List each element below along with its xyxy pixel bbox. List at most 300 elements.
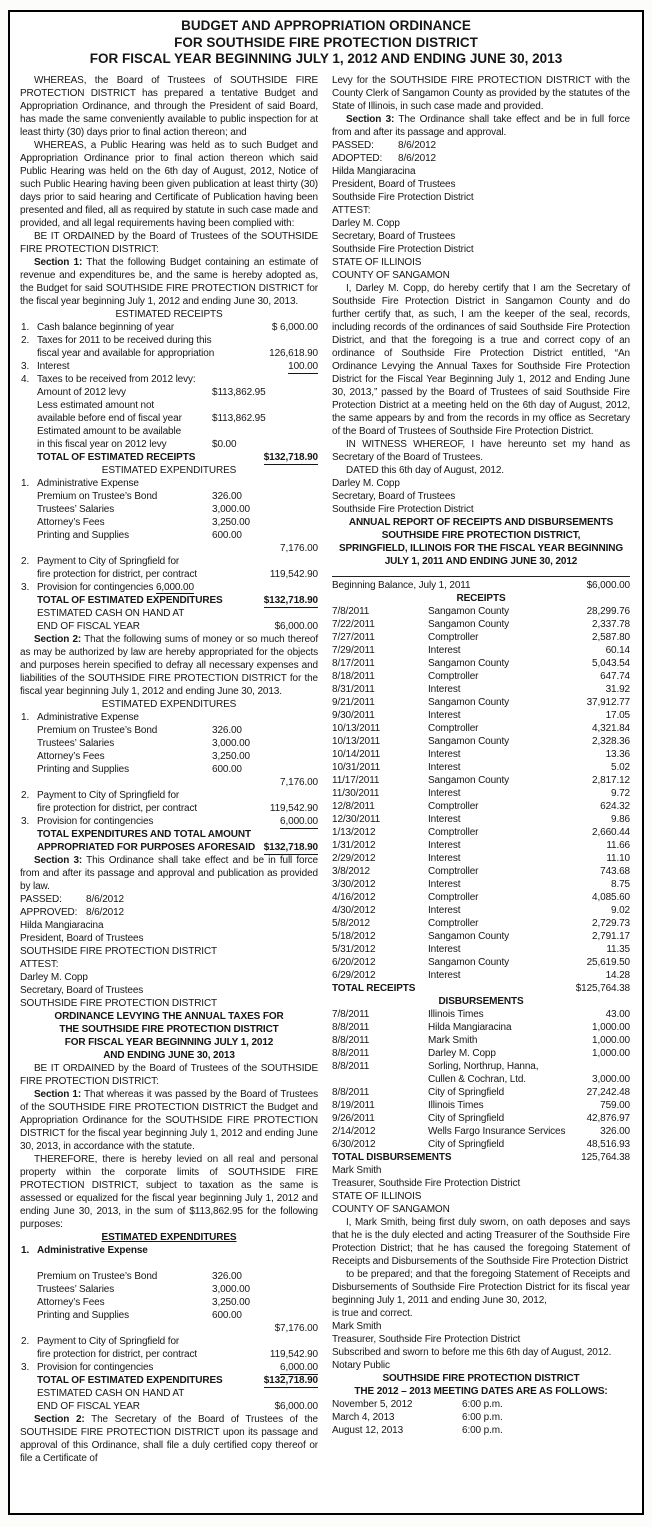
- line-label: Payment to City of Springfield for: [37, 1335, 180, 1347]
- line-amount-right: $132,718.90: [263, 1374, 318, 1386]
- section-2-lead: Section 2:: [34, 633, 82, 645]
- cell-payee: Interest: [428, 852, 461, 864]
- levy-section-1-text: That whereas it was passed by the Board of Trustees of the SOUTHSIDE FIRE PROTECTION DISTRICT the Budget and Appropriation Ordinance for the SOUTHSIDE FIRE PROTECTION DISTRICT for the fiscal year beginning July 1, 2012 and ending June 30, 2013, in accordance with the statute.: [20, 1088, 318, 1152]
- table-row: [332, 1060, 630, 1073]
- budget-line: [20, 1348, 318, 1361]
- estimated-receipts-heading: ESTIMATED RECEIPTS: [115, 308, 223, 320]
- cell-payee: City of Springfield: [428, 1138, 505, 1150]
- cell-payee: Interest: [428, 969, 461, 981]
- line-label: Payment to City of Springfield for: [37, 789, 180, 801]
- budget-line: [20, 1322, 318, 1335]
- signature-label: APPROVED:: [20, 906, 78, 918]
- cell-amount: 11.35: [606, 943, 630, 955]
- cell-date: 2/29/2012: [332, 852, 376, 864]
- budget-line: [20, 477, 318, 490]
- line-label: Taxes to be received from 2012 levy:: [37, 373, 196, 385]
- cell-date: 5/18/2012: [332, 930, 376, 942]
- total-disbursements-amount: 125,764.38: [581, 1151, 630, 1163]
- line-label: Trustees’ Salaries: [37, 503, 115, 515]
- line-label: END OF FISCAL YEAR: [37, 1400, 140, 1412]
- levy-section-2-text: The Secretary of the Board of Trustees of the SOUTHSIDE FIRE PROTECTION DISTRICT upon its passage and approval of this Ordinance, shall file a duly certified copy thereof or file a Certificate of: [20, 1413, 318, 1464]
- signature-line: ATTEST:: [332, 204, 371, 216]
- signature-line: Darley M. Copp: [20, 971, 88, 983]
- line-label: fiscal year and available for appropriation: [37, 347, 215, 359]
- levy-section-2-paragraph: [20, 1413, 318, 1465]
- levy-section-3-paragraph: [332, 113, 630, 139]
- cell-amount: 27,242.48: [586, 1086, 630, 1098]
- signature-label: PASSED:: [20, 893, 62, 905]
- table-row: [332, 1086, 630, 1099]
- line-label: Attorney’s Fees: [37, 750, 105, 762]
- cell-date: 3/8/2012: [332, 865, 370, 877]
- estimated-expenditures-list-1: [20, 477, 318, 633]
- cell-payee: City of Springfield: [428, 1086, 505, 1098]
- cell-date: 5/31/2012: [332, 943, 376, 955]
- table-row: [332, 722, 630, 735]
- signature-value: 8/6/2012: [86, 906, 124, 918]
- signature-line: [332, 152, 630, 165]
- section-2-text: That the following sums of money or so much thereof as may be authorized by law are hereby appropriated for the objects and purposes herein specified to defray all necessary expenses and liabilities of the SOUTHSIDE FIRE PROTECTION DISTRICT for the fiscal year beginning July 1, 2012 and ending June 30, 2013.: [20, 633, 319, 697]
- budget-line: [20, 503, 318, 516]
- cell-payee: City of Springfield: [428, 1112, 505, 1124]
- notice-frame: [8, 10, 644, 1515]
- cell-payee: Sangamon County: [428, 605, 510, 617]
- budget-line: [20, 412, 318, 425]
- cell-date: 8/8/2011: [332, 1034, 370, 1046]
- budget-line: [20, 841, 318, 854]
- line-amount-mid: 3,000.00: [212, 737, 250, 749]
- line-number: 3.: [21, 1361, 30, 1373]
- signature-value: 8/6/2012: [86, 893, 124, 905]
- table-row: [332, 904, 630, 917]
- meeting-row: [332, 1398, 630, 1411]
- line-amount-mid: 600.00: [212, 1309, 242, 1321]
- budget-line: [20, 776, 318, 789]
- cell-date: 8/19/2011: [332, 1099, 375, 1111]
- line-number: 3.: [21, 815, 30, 827]
- table-row: [332, 865, 630, 878]
- meeting-date: August 12, 2013: [332, 1424, 404, 1436]
- line-label: END OF FISCAL YEAR: [37, 620, 140, 632]
- signature-block-1: [20, 893, 318, 1010]
- cell-payee: Comptroller: [428, 865, 479, 877]
- budget-line: [20, 555, 318, 568]
- signature-line: Treasurer, Southside Fire Protection District: [332, 1177, 521, 1189]
- heading-line: THE SOUTHSIDE FIRE PROTECTION DISTRICT: [59, 1023, 279, 1035]
- cell-date: 1/13/2012: [332, 826, 376, 838]
- cell-amount: 17.05: [605, 709, 630, 721]
- line-amount-right: 119,542.90: [269, 568, 318, 580]
- section-1-lead: Section 1:: [34, 256, 83, 268]
- cell-date: 6/30/2012: [332, 1138, 376, 1150]
- secretary-certification-paragraph: I, Darley M. Copp, do hereby certify that I am the Secretary of Southside Fire Protection District in Sangamon County and do further certify that, as such, I am the keeper of the seal, records, including records of the ordinances of said Southside Fire Protection District, and that the foregoing is a true and correct copy of an ordinance of Southside Fire Protection District entitled, “An Ordinance Levying the Annual Taxes for Southside Fire Protection District for the Fiscal Year Beginning July 1, 2012 and Ending June 30, 2013,” passed by the Board of Trustees of said Southside Fire Protection District at a meeting held on the 6th day of August, 2012, the same appears by and from the records in my office as Secretary of the Board of Trustees of Southside Fire Protection District.: [332, 282, 630, 437]
- heading-line: SOUTHSIDE FIRE PROTECTION DISTRICT,: [381, 529, 581, 541]
- line-label: Provision for contingencies: [37, 815, 154, 827]
- table-row: [332, 657, 630, 670]
- table-row: [332, 1008, 630, 1021]
- cell-date: 6/29/2012: [332, 969, 376, 981]
- signature-line: Hilda Mangiaracina: [332, 165, 416, 177]
- cell-date: 10/13/2011: [332, 735, 381, 747]
- cell-payee: Interest: [428, 683, 461, 695]
- line-amount-right: 119,542.90: [269, 1348, 318, 1360]
- cell-payee: Sangamon County: [428, 735, 510, 747]
- heading-line: FOR FISCAL YEAR BEGINNING JULY 1, 2012: [64, 1036, 274, 1048]
- cell-payee: Interest: [428, 943, 461, 955]
- cell-amount: 1,000.00: [592, 1034, 630, 1046]
- table-row: [332, 1047, 630, 1060]
- line-label: Premium on Trustee’s Bond: [37, 724, 158, 736]
- signature-line: Darley M. Copp: [332, 217, 400, 229]
- line-label: Trustees’ Salaries: [37, 737, 115, 749]
- table-row: [332, 800, 630, 813]
- meeting-time: 6:00 p.m.: [462, 1424, 503, 1436]
- cell-payee: Hilda Mangiaracina: [428, 1021, 512, 1033]
- signature-line: Subscribed and sworn to before me this 6th day of August, 2012.: [332, 1346, 612, 1358]
- title-line-1: BUDGET AND APPROPRIATION ORDINANCE: [181, 18, 471, 33]
- line-amount-right: 6,000.00: [280, 815, 318, 827]
- annual-report-heading: [332, 516, 630, 568]
- cell-payee: Comptroller: [428, 891, 479, 903]
- line-label: Provision for contingencies: [37, 1361, 154, 1373]
- section-1-paragraph: [20, 256, 318, 308]
- cell-date: 8/8/2011: [332, 1047, 370, 1059]
- line-amount-mid: 3,000.00: [212, 1283, 250, 1295]
- cell-date: 8/31/2011: [332, 683, 375, 695]
- line-label: Cash balance beginning of year: [37, 321, 175, 333]
- signature-line: Notary Public: [332, 1359, 390, 1371]
- signature-value: 8/6/2012: [398, 152, 436, 164]
- cell-payee: Interest: [428, 761, 461, 773]
- signature-block-5: [332, 1320, 630, 1372]
- cell-payee: Cullen & Cochran, Ltd.: [428, 1073, 526, 1085]
- budget-line: [20, 1309, 318, 1322]
- cell-date: 9/26/2011: [332, 1112, 375, 1124]
- signature-block-3: [332, 477, 630, 516]
- line-label: Printing and Supplies: [37, 763, 129, 775]
- cell-payee: Illinois Times: [428, 1099, 484, 1111]
- line-label: APPROPRIATED FOR PURPOSES AFORESAID: [37, 841, 256, 853]
- cell-payee: Sangamon County: [428, 930, 510, 942]
- cell-date: 7/29/2011: [332, 644, 375, 656]
- table-row: [332, 748, 630, 761]
- signature-line: ATTEST:: [20, 958, 59, 970]
- budget-line: [20, 321, 318, 334]
- line-label: Payment to City of Springfield for: [37, 555, 180, 567]
- line-label: ESTIMATED CASH ON HAND AT: [37, 607, 185, 619]
- line-amount-right: $132,718.90: [263, 841, 318, 853]
- cell-date: 10/13/2011: [332, 722, 381, 734]
- cell-payee: Darley M. Copp: [428, 1047, 496, 1059]
- cell-payee: Interest: [428, 813, 461, 825]
- line-label: Attorney’s Fees: [37, 516, 105, 528]
- table-row: [332, 709, 630, 722]
- budget-line: [20, 529, 318, 542]
- cell-date: 10/14/2011: [332, 748, 381, 760]
- cell-amount: 2,328.36: [592, 735, 630, 747]
- budget-line: [20, 724, 318, 737]
- cell-amount: 4,085.60: [592, 891, 630, 903]
- line-label: Amount of 2012 levy: [37, 386, 126, 398]
- total-disbursements-row: [332, 1151, 630, 1164]
- cell-amount: 1,000.00: [592, 1021, 630, 1033]
- budget-line: [20, 1361, 318, 1374]
- budget-line: [20, 763, 318, 776]
- signature-line: Hilda Mangiaracina: [20, 919, 104, 931]
- title-line-2: FOR SOUTHSIDE FIRE PROTECTION DISTRICT: [174, 34, 478, 50]
- signature-value: 8/6/2012: [398, 139, 436, 151]
- line-label: Administrative Expense: [37, 477, 139, 489]
- title-line-3: FOR FISCAL YEAR BEGINNING JULY 1, 2012 AND ENDING JUNE 30, 2013: [89, 51, 563, 66]
- cell-amount: 43.00: [605, 1008, 630, 1020]
- cell-date: 7/22/2011: [332, 618, 375, 630]
- budget-line: [20, 1283, 318, 1296]
- table-row: [332, 605, 630, 618]
- line-label: Administrative Expense: [37, 1244, 148, 1256]
- receipts-table: [332, 605, 630, 982]
- cell-date: 9/21/2011: [332, 696, 375, 708]
- horizontal-rule: [332, 576, 630, 577]
- line-amount-mid: 3,250.00: [212, 750, 250, 762]
- table-row: [332, 774, 630, 787]
- signature-line: Treasurer, Southside Fire Protection District: [332, 1333, 521, 1345]
- table-row: [332, 631, 630, 644]
- treasurer-oath-paragraph-2: to be prepared; and that the foregoing Statement of Receipts and Disbursements of Southside Fire Protection District for its fiscal year beginning July 1, 2011 and ending June 30, 2012,: [332, 1268, 630, 1306]
- line-amount-mid: 600.00: [212, 529, 242, 541]
- cell-payee: Interest: [428, 904, 461, 916]
- line-label: fire protection for district, per contract: [37, 802, 198, 814]
- signature-line: COUNTY OF SANGAMON: [332, 269, 450, 281]
- line-label: Premium on Trustee’s Bond: [37, 490, 158, 502]
- two-column-body: [20, 74, 632, 1465]
- treasurer-oath-paragraph-1: I, Mark Smith, being first duly sworn, on oath deposes and says that he is the duly elected and acting Treasurer of the Southside Fire Protection District; that he has caused the foregoing Statement of Receipts and Disbursements of the Southside Fire Protection District: [332, 1216, 630, 1267]
- line-amount-right: $6,000.00: [274, 620, 318, 632]
- cell-date: 7/8/2011: [332, 1008, 370, 1020]
- table-row: [332, 1138, 630, 1151]
- line-label: Less estimated amount not: [37, 399, 155, 411]
- budget-line: [20, 594, 318, 607]
- cell-amount: 14.28: [605, 969, 630, 981]
- cell-amount: 8.75: [611, 878, 630, 890]
- cell-amount: 2,791.17: [592, 930, 630, 942]
- budget-line: [20, 1335, 318, 1348]
- line-number: 2.: [21, 1335, 30, 1347]
- cell-amount: 5.02: [611, 761, 630, 773]
- line-amount-mid: $113,862.95: [212, 412, 266, 424]
- cell-amount: 48,516.93: [586, 1138, 630, 1150]
- line-label: Administrative Expense: [37, 711, 139, 723]
- budget-line: [20, 815, 318, 828]
- meeting-time: 6:00 p.m.: [462, 1411, 503, 1423]
- cell-amount: 9.02: [611, 904, 630, 916]
- budget-line: [20, 451, 318, 464]
- cell-payee: Comptroller: [428, 670, 479, 682]
- whereas-paragraph-2: WHEREAS, a Public Hearing was held as to such Budget and Appropriation Ordinance prior to final action thereon which said Public Hearing was held on the 6th day of August, 2012, Notice of such Public Hearing having been given publication at least thirty (30) days prior to said hearing and Certificate of Publication having been presented and filed, all as required by statute in such case made and provided, and all legal requirements having been complied with:: [20, 139, 318, 229]
- line-amount-inline: 6,000.00: [155, 581, 194, 593]
- signature-line: Darley M. Copp: [332, 477, 400, 489]
- line-amount-mid: $113,862.95: [212, 386, 266, 398]
- meeting-date: November 5, 2012: [332, 1398, 413, 1410]
- line-amount-mid: 326.00: [212, 724, 242, 736]
- cell-date: 3/30/2012: [332, 878, 376, 890]
- section-2-paragraph: [20, 633, 318, 698]
- cell-amount: 326.00: [600, 1125, 630, 1137]
- budget-line: [20, 516, 318, 529]
- signature-line: STATE OF ILLINOIS: [332, 1190, 422, 1202]
- beginning-balance-amount: $6,000.00: [586, 579, 630, 591]
- line-amount-mid: 600.00: [212, 763, 242, 775]
- line-label: Premium on Trustee’s Bond: [37, 1270, 158, 1282]
- line-amount-right: $7,176.00: [274, 1322, 318, 1334]
- heading-line: JULY 1, 2011 AND ENDING JUNE 30, 2012: [384, 555, 578, 567]
- cell-date: 8/8/2011: [332, 1060, 370, 1072]
- cell-amount: 25,619.50: [586, 956, 630, 968]
- cell-amount: 11.10: [606, 852, 630, 864]
- cell-payee: Sangamon County: [428, 657, 510, 669]
- budget-line: [20, 425, 318, 438]
- signature-line: SOUTHSIDE FIRE PROTECTION DISTRICT: [20, 945, 218, 957]
- line-label: TOTAL OF ESTIMATED EXPENDITURES: [37, 594, 223, 606]
- levy-section-3-text: The Ordinance shall take effect and be in full force from and after its passage and approval.: [332, 113, 630, 138]
- levy-ordinance-heading: [20, 1010, 318, 1062]
- estimated-expenditures-heading-2: ESTIMATED EXPENDITURES: [101, 698, 237, 710]
- cell-payee: Interest: [428, 839, 461, 851]
- cell-amount: 60.14: [605, 644, 630, 656]
- cell-payee: Interest: [428, 709, 461, 721]
- signature-line: [20, 893, 318, 906]
- meeting-date: March 4, 2013: [332, 1411, 395, 1423]
- heading-line: ORDINANCE LEVYING THE ANNUAL TAXES FOR: [54, 1010, 284, 1022]
- estimated-expenditures-heading-3: [20, 1231, 318, 1244]
- budget-line: [20, 347, 318, 360]
- cell-date: 8/17/2011: [332, 657, 375, 669]
- signature-line: COUNTY OF SANGAMON: [332, 1203, 450, 1215]
- meeting-row: [332, 1411, 630, 1424]
- cell-payee: Comptroller: [428, 917, 479, 929]
- line-number: 1.: [21, 477, 30, 489]
- total-receipts-label: TOTAL RECEIPTS: [332, 982, 416, 994]
- line-amount-right: $6,000.00: [274, 1400, 318, 1412]
- treasurer-oath-paragraph-3: is true and correct.: [332, 1307, 413, 1319]
- table-row: [332, 839, 630, 852]
- cell-payee: Comptroller: [428, 631, 479, 643]
- heading-line: SOUTHSIDE FIRE PROTECTION DISTRICT: [382, 1372, 580, 1384]
- beginning-balance-label: Beginning Balance, July 1, 2011: [332, 579, 471, 591]
- cell-amount: 647.74: [600, 670, 630, 682]
- heading-line: SPRINGFIELD, ILLINOIS FOR THE FISCAL YEAR BEGINNING: [338, 542, 624, 554]
- table-row: [332, 683, 630, 696]
- cell-amount: 2,729.73: [592, 917, 630, 929]
- cell-payee: Mark Smith: [428, 1034, 478, 1046]
- levy-section-1-lead: Section 1:: [34, 1088, 82, 1100]
- cell-amount: 2,817.12: [592, 774, 630, 786]
- budget-line: [20, 750, 318, 763]
- table-row: [332, 1099, 630, 1112]
- line-amount-right: $132,718.90: [263, 594, 318, 606]
- cell-date: 8/8/2011: [332, 1086, 370, 1098]
- column-left: [20, 74, 318, 1465]
- signature-line: [332, 139, 630, 152]
- line-number: 2.: [21, 555, 30, 567]
- receipts-heading: RECEIPTS: [456, 592, 506, 604]
- disbursements-table: [332, 1008, 630, 1151]
- cell-date: 10/31/2011: [332, 761, 381, 773]
- cell-amount: 743.68: [600, 865, 630, 877]
- line-number: 1.: [21, 321, 30, 333]
- line-amount-right: 126,618.90: [269, 347, 318, 359]
- cell-amount: 2,337.78: [592, 618, 630, 630]
- cell-payee: Interest: [428, 748, 461, 760]
- cell-amount: 3,000.00: [592, 1073, 630, 1085]
- cell-date: 8/18/2011: [332, 670, 375, 682]
- column-right: [332, 74, 630, 1465]
- cell-amount: 9.72: [611, 787, 630, 799]
- total-receipts-amount: $125,764.38: [575, 982, 630, 994]
- cell-amount: 31.92: [605, 683, 630, 695]
- signature-line: Secretary, Board of Trustees: [332, 230, 456, 242]
- line-amount-right: 7,176.00: [280, 542, 318, 554]
- cell-date: 11/17/2011: [332, 774, 380, 786]
- line-label: Printing and Supplies: [37, 529, 129, 541]
- cell-date: 1/31/2012: [332, 839, 376, 851]
- cell-amount: 9.86: [611, 813, 630, 825]
- signature-line: President, Board of Trustees: [20, 932, 144, 944]
- cell-date: 7/27/2011: [332, 631, 375, 643]
- table-row: [332, 644, 630, 657]
- cell-date: 5/8/2012: [332, 917, 370, 929]
- cell-amount: 28,299.76: [586, 605, 630, 617]
- notice-title: [20, 18, 632, 68]
- estimated-expenditures-heading-1: ESTIMATED EXPENDITURES: [101, 464, 237, 476]
- cell-payee: Sangamon County: [428, 774, 510, 786]
- heading-line: THE 2012 – 2013 MEETING DATES ARE AS FOLLOWS:: [354, 1385, 608, 1397]
- table-row: [332, 852, 630, 865]
- line-number: 2.: [21, 334, 30, 346]
- budget-line: [20, 334, 318, 347]
- table-row: [332, 956, 630, 969]
- signature-line: Southside Fire Protection District: [332, 503, 474, 515]
- signature-line: Mark Smith: [332, 1164, 382, 1176]
- section-3-paragraph: [20, 854, 318, 893]
- signature-line: Southside Fire Protection District: [332, 191, 474, 203]
- table-row: [332, 891, 630, 904]
- estimated-expenditures-heading-3-text: ESTIMATED EXPENDITURES: [101, 1231, 237, 1243]
- signature-line: Secretary, Board of Trustees: [332, 490, 456, 502]
- cell-date: 12/8/2011: [332, 800, 375, 812]
- cell-amount: 4,321.84: [592, 722, 630, 734]
- line-amount-mid: $0.00: [212, 438, 237, 450]
- budget-line: [20, 438, 318, 451]
- line-number: 4.: [21, 373, 30, 385]
- levy-section-3-lead: Section 3:: [346, 113, 395, 125]
- section-3-lead: Section 3:: [34, 854, 83, 866]
- line-amount-right: 7,176.00: [280, 776, 318, 788]
- cell-payee: Comptroller: [428, 826, 479, 838]
- total-disbursements-label: TOTAL DISBURSEMENTS: [332, 1151, 452, 1163]
- line-label: available before end of fiscal year: [37, 412, 182, 424]
- meeting-dates-list: [332, 1398, 630, 1437]
- budget-line: [20, 1387, 318, 1400]
- heading-line: AND ENDING JUNE 30, 2013: [103, 1049, 235, 1061]
- table-row: [332, 930, 630, 943]
- signature-label: ADOPTED:: [332, 152, 383, 164]
- cell-date: 9/30/2011: [332, 709, 375, 721]
- cell-payee: Interest: [428, 878, 461, 890]
- budget-line: [20, 607, 318, 620]
- line-label: Interest: [37, 360, 70, 372]
- signature-line: President, Board of Trustees: [332, 178, 456, 190]
- budget-line: [20, 360, 318, 373]
